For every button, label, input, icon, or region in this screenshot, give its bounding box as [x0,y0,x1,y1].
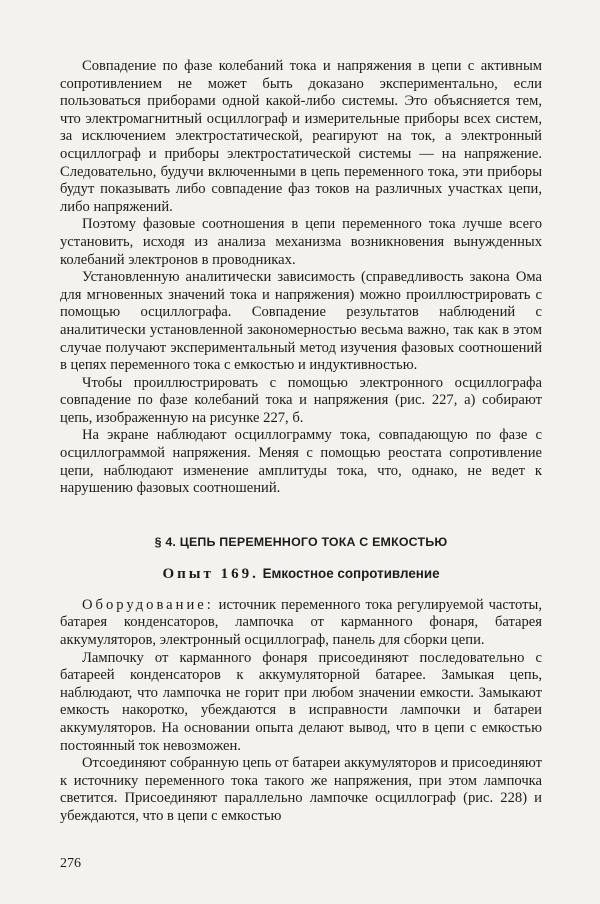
experiment-number: Опыт 169. [162,565,259,582]
equipment-label: Оборудование: [82,596,214,613]
paragraph: Отсоединяют собранную цепь от батареи аккумуляторов и присоединяют к источнику переменного тока такого же напряжения, при этом лампочка светится. Присоединяют параллельно лампочке осциллограф (рис. 228) и убеждаются, что в цепи с емкостью [60,755,542,824]
equipment-text: источник переменного тока регулируемой частоты, батарея конденсаторов, лампочка от карманного фонаря, батарея аккумуляторов, электронный осциллограф, панель для сборки цепи. [60,596,542,649]
page-number: 276 [60,856,81,871]
experiment-heading [60,565,542,583]
paragraph: Чтобы проиллюстрировать с помощью электронного осциллографа совпадение по фазе колебаний тока и напряжения (рис. 227, а) собирают цепь, изображенную на рисунке 227, б. [60,374,542,426]
paragraph: Совпадение по фазе колебаний тока и напряжения в цепи с активным сопротивлением не может быть доказано экспериментально, если пользоваться приборами одной какой-либо системы. Это объясняется тем, что электромагнитный осциллограф и измерительные приборы всех систем, за исключением электростатической, реагируют на ток, а электронный осциллограф и приборы электростатической системы — на напряжение. Следовательно, будучи включенными в цепь переменного тока, эти приборы будут показывать либо совпадение фаз токов на различных участках цепи, либо напряжений. [60,58,542,215]
paragraph: Поэтому фазовые соотношения в цепи переменного тока лучше всего установить, исходя из анализа механизма возникновения вынужденных колебаний электронов в проводниках. [60,216,542,268]
paragraph: Лампочку от карманного фонаря присоединяют последовательно с батареей конденсаторов к аккумуляторной батарее. Замыкая цепь, наблюдают, что лампочка не горит при любом значении емкости. Замыкают емкость накоротко, убеждаются в исправности лампочки и батареи аккумуляторов. На основании опыта делают вывод, что в цепи с емкостью постоянный ток невозможен. [60,649,542,754]
paragraph: Установленную аналитически зависимость (справедливость закона Ома для мгновенных значений тока и напряжения) можно проиллюстрировать с помощью осциллографа. Совпадение результатов наблюдений с аналитически установленной закономерностью весьма важно, так как в этом случае получают экспериментальный метод изучения фазовых соотношений в цепях переменного тока с емкостью и индуктивностью. [60,269,542,374]
equipment-paragraph [60,597,542,650]
experiment-title: Емкостное сопротивление [262,565,440,581]
section-heading: § 4. ЦЕПЬ ПЕРЕМЕННОГО ТОКА С ЕМКОСТЬЮ [154,534,448,549]
paragraph: На экране наблюдают осциллограмму тока, совпадающую по фазе с осциллограммой напряжения. Меняя с помощью реостата сопротивление цепи, наблюдают изменение амплитуды тока, что, однако, не ведет к нарушению фазовых соотношений. [60,427,542,497]
